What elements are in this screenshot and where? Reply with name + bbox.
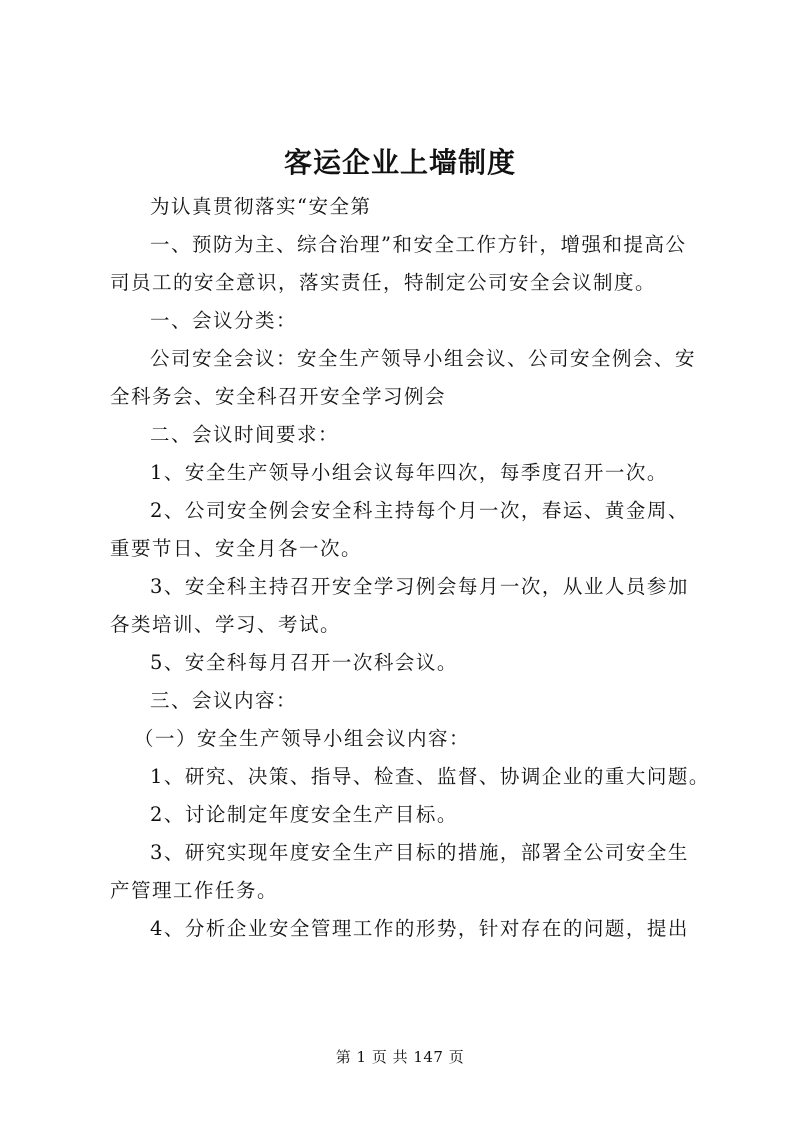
- section-heading: 一、会议分类：: [150, 309, 298, 332]
- page-footer: 第 1 页 共 147 页: [335, 1048, 465, 1066]
- list-item: 2、讨论制定年度安全生产目标。: [150, 803, 458, 826]
- section-heading: 三、会议内容：: [150, 689, 298, 712]
- list-item: 1、安全生产领导小组会议每年四次，每季度召开一次。: [150, 461, 668, 484]
- list-item-continuation: 各类培训、学习、考试。: [110, 613, 342, 636]
- list-item-continuation: 重要节日、安全月各一次。: [110, 537, 363, 560]
- paragraph-line: 全科务会、安全科召开安全学习例会: [110, 385, 447, 408]
- list-item-continuation: 产管理工作任务。: [110, 879, 279, 902]
- list-item: 3、安全科主持召开安全学习例会每月一次，从业人员参加: [150, 575, 689, 598]
- list-item: 2、公司安全例会安全科主持每个月一次，春运、黄金周、: [150, 499, 689, 522]
- list-item: 5、安全科每月召开一次科会议。: [150, 651, 458, 674]
- list-item: 1、研究、决策、指导、检查、监督、协调企业的重大问题。: [150, 765, 710, 788]
- document-title: 客运企业上墙制度: [283, 146, 516, 179]
- subsection-heading: （一）安全生产领导小组会议内容：: [134, 727, 471, 750]
- paragraph-line: 司员工的安全意识，落实责任，特制定公司安全会议制度。: [110, 271, 657, 294]
- list-item: 4、分析企业安全管理工作的形势，针对存在的问题，提出: [150, 917, 689, 940]
- section-heading: 二、会议时间要求：: [150, 423, 340, 446]
- list-item: 3、研究实现年度安全生产目标的措施，部署全公司安全生: [150, 841, 689, 864]
- document-body: [110, 188, 710, 948]
- paragraph-line: 一、预防为主、综合治理”和安全工作方针，增强和提高公: [150, 233, 687, 256]
- paragraph-line: 为认真贯彻落实“安全第: [150, 195, 372, 218]
- paragraph-line: 公司安全会议：安全生产领导小组会议、公司安全例会、安: [150, 347, 697, 370]
